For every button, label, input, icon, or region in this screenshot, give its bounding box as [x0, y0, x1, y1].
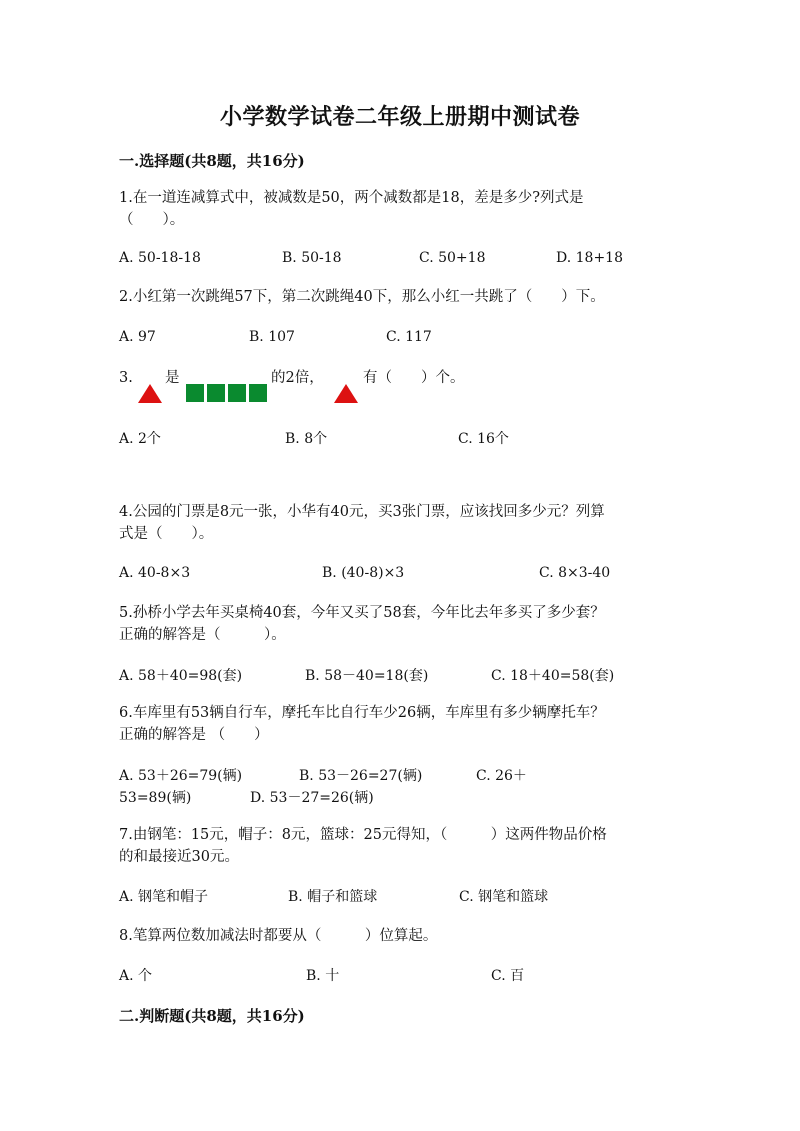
- question-3-number: 3.: [119, 370, 133, 386]
- triangle-icon: [138, 384, 162, 403]
- page-title: 小学数学试卷二年级上册期中测试卷: [219, 104, 580, 130]
- question-3-text-is: 是: [165, 370, 180, 386]
- section-heading-judgement: 二.判断题(共8题，共16分): [119, 1007, 305, 1025]
- question-5-option-c: C. 18＋40=58(套): [491, 668, 615, 684]
- question-5-text-2: 正确的解答是（ ）。: [119, 627, 286, 643]
- question-2-option-c: C. 117: [386, 329, 432, 345]
- question-7-text-2: 的和最接近30元。: [119, 849, 239, 865]
- question-7-text: 7.由钢笔：15元，帽子：8元，篮球：25元得知，（ ）这两件物品价格: [119, 827, 607, 843]
- question-4-option-b: B. (40-8)×3: [322, 565, 405, 581]
- question-8-option-a: A. 个: [119, 968, 153, 984]
- green-square-icon: [186, 384, 204, 402]
- green-square-icon: [207, 384, 225, 402]
- question-3-text-has: 有（ ）个。: [363, 370, 465, 386]
- green-square-icon: [228, 384, 246, 402]
- green-squares: [186, 384, 270, 406]
- question-5-option-a: A. 58＋40=98(套): [119, 668, 243, 684]
- question-7-option-b: B. 帽子和篮球: [288, 889, 378, 905]
- question-6-text: 6.车库里有53辆自行车，摩托车比自行车少26辆，车库里有多少辆摩托车？: [119, 705, 605, 721]
- question-1-option-c: C. 50+18: [419, 250, 486, 266]
- question-6-option-c: C. 26＋: [476, 768, 527, 784]
- question-6-text-2: 正确的解答是 （ ）: [119, 727, 269, 743]
- question-7-option-a: A. 钢笔和帽子: [119, 889, 209, 905]
- question-6-option-c-cont: 53=89(辆): [119, 790, 192, 806]
- question-1-option-d: D. 18+18: [556, 250, 623, 266]
- question-7-option-c: C. 钢笔和篮球: [459, 889, 549, 905]
- question-1-option-a: A. 50-18-18: [119, 250, 201, 266]
- question-1-blank-line: （ ）。: [119, 212, 185, 228]
- question-2-option-b: B. 107: [249, 329, 295, 345]
- question-5-option-b: B. 58－40=18(套): [305, 668, 429, 684]
- question-2-option-a: A. 97: [119, 329, 156, 345]
- triangle-icon: [334, 384, 358, 403]
- question-4-text: 4.公园的门票是8元一张，小华有40元，买3张门票，应该找回多少元？列算: [119, 504, 605, 520]
- question-1-option-b: B. 50-18: [282, 250, 342, 266]
- question-3-text-double: 的2倍，: [271, 370, 324, 386]
- question-8-option-b: B. 十: [306, 968, 340, 984]
- question-4-option-c: C. 8×3-40: [539, 565, 611, 581]
- question-3-option-b: B. 8个: [285, 431, 328, 447]
- question-3-option-c: C. 16个: [458, 431, 509, 447]
- question-5-text: 5.孙桥小学去年买桌椅40套，今年又买了58套，今年比去年多买了多少套？: [119, 605, 605, 621]
- section-heading-choice: 一.选择题(共8题，共16分): [119, 152, 305, 170]
- question-1-text: 1.在一道连减算式中，被减数是50，两个减数都是18，差是多少?列式是: [119, 190, 584, 206]
- question-6-option-b: B. 53－26=27(辆): [299, 768, 423, 784]
- question-4-option-a: A. 40-8×3: [119, 565, 191, 581]
- question-3-option-a: A. 2个: [119, 431, 161, 447]
- question-6-option-d: D. 53－27=26(辆): [250, 790, 374, 806]
- question-4-text-2: 式是（ ）。: [119, 526, 214, 542]
- question-2-text: 2.小红第一次跳绳57下，第二次跳绳40下，那么小红一共跳了（ ）下。: [119, 289, 605, 305]
- question-8-option-c: C. 百: [491, 968, 525, 984]
- green-square-icon: [249, 384, 267, 402]
- question-8-text: 8.笔算两位数加减法时都要从（ ）位算起。: [119, 928, 438, 944]
- question-6-option-a: A. 53＋26=79(辆): [119, 768, 243, 784]
